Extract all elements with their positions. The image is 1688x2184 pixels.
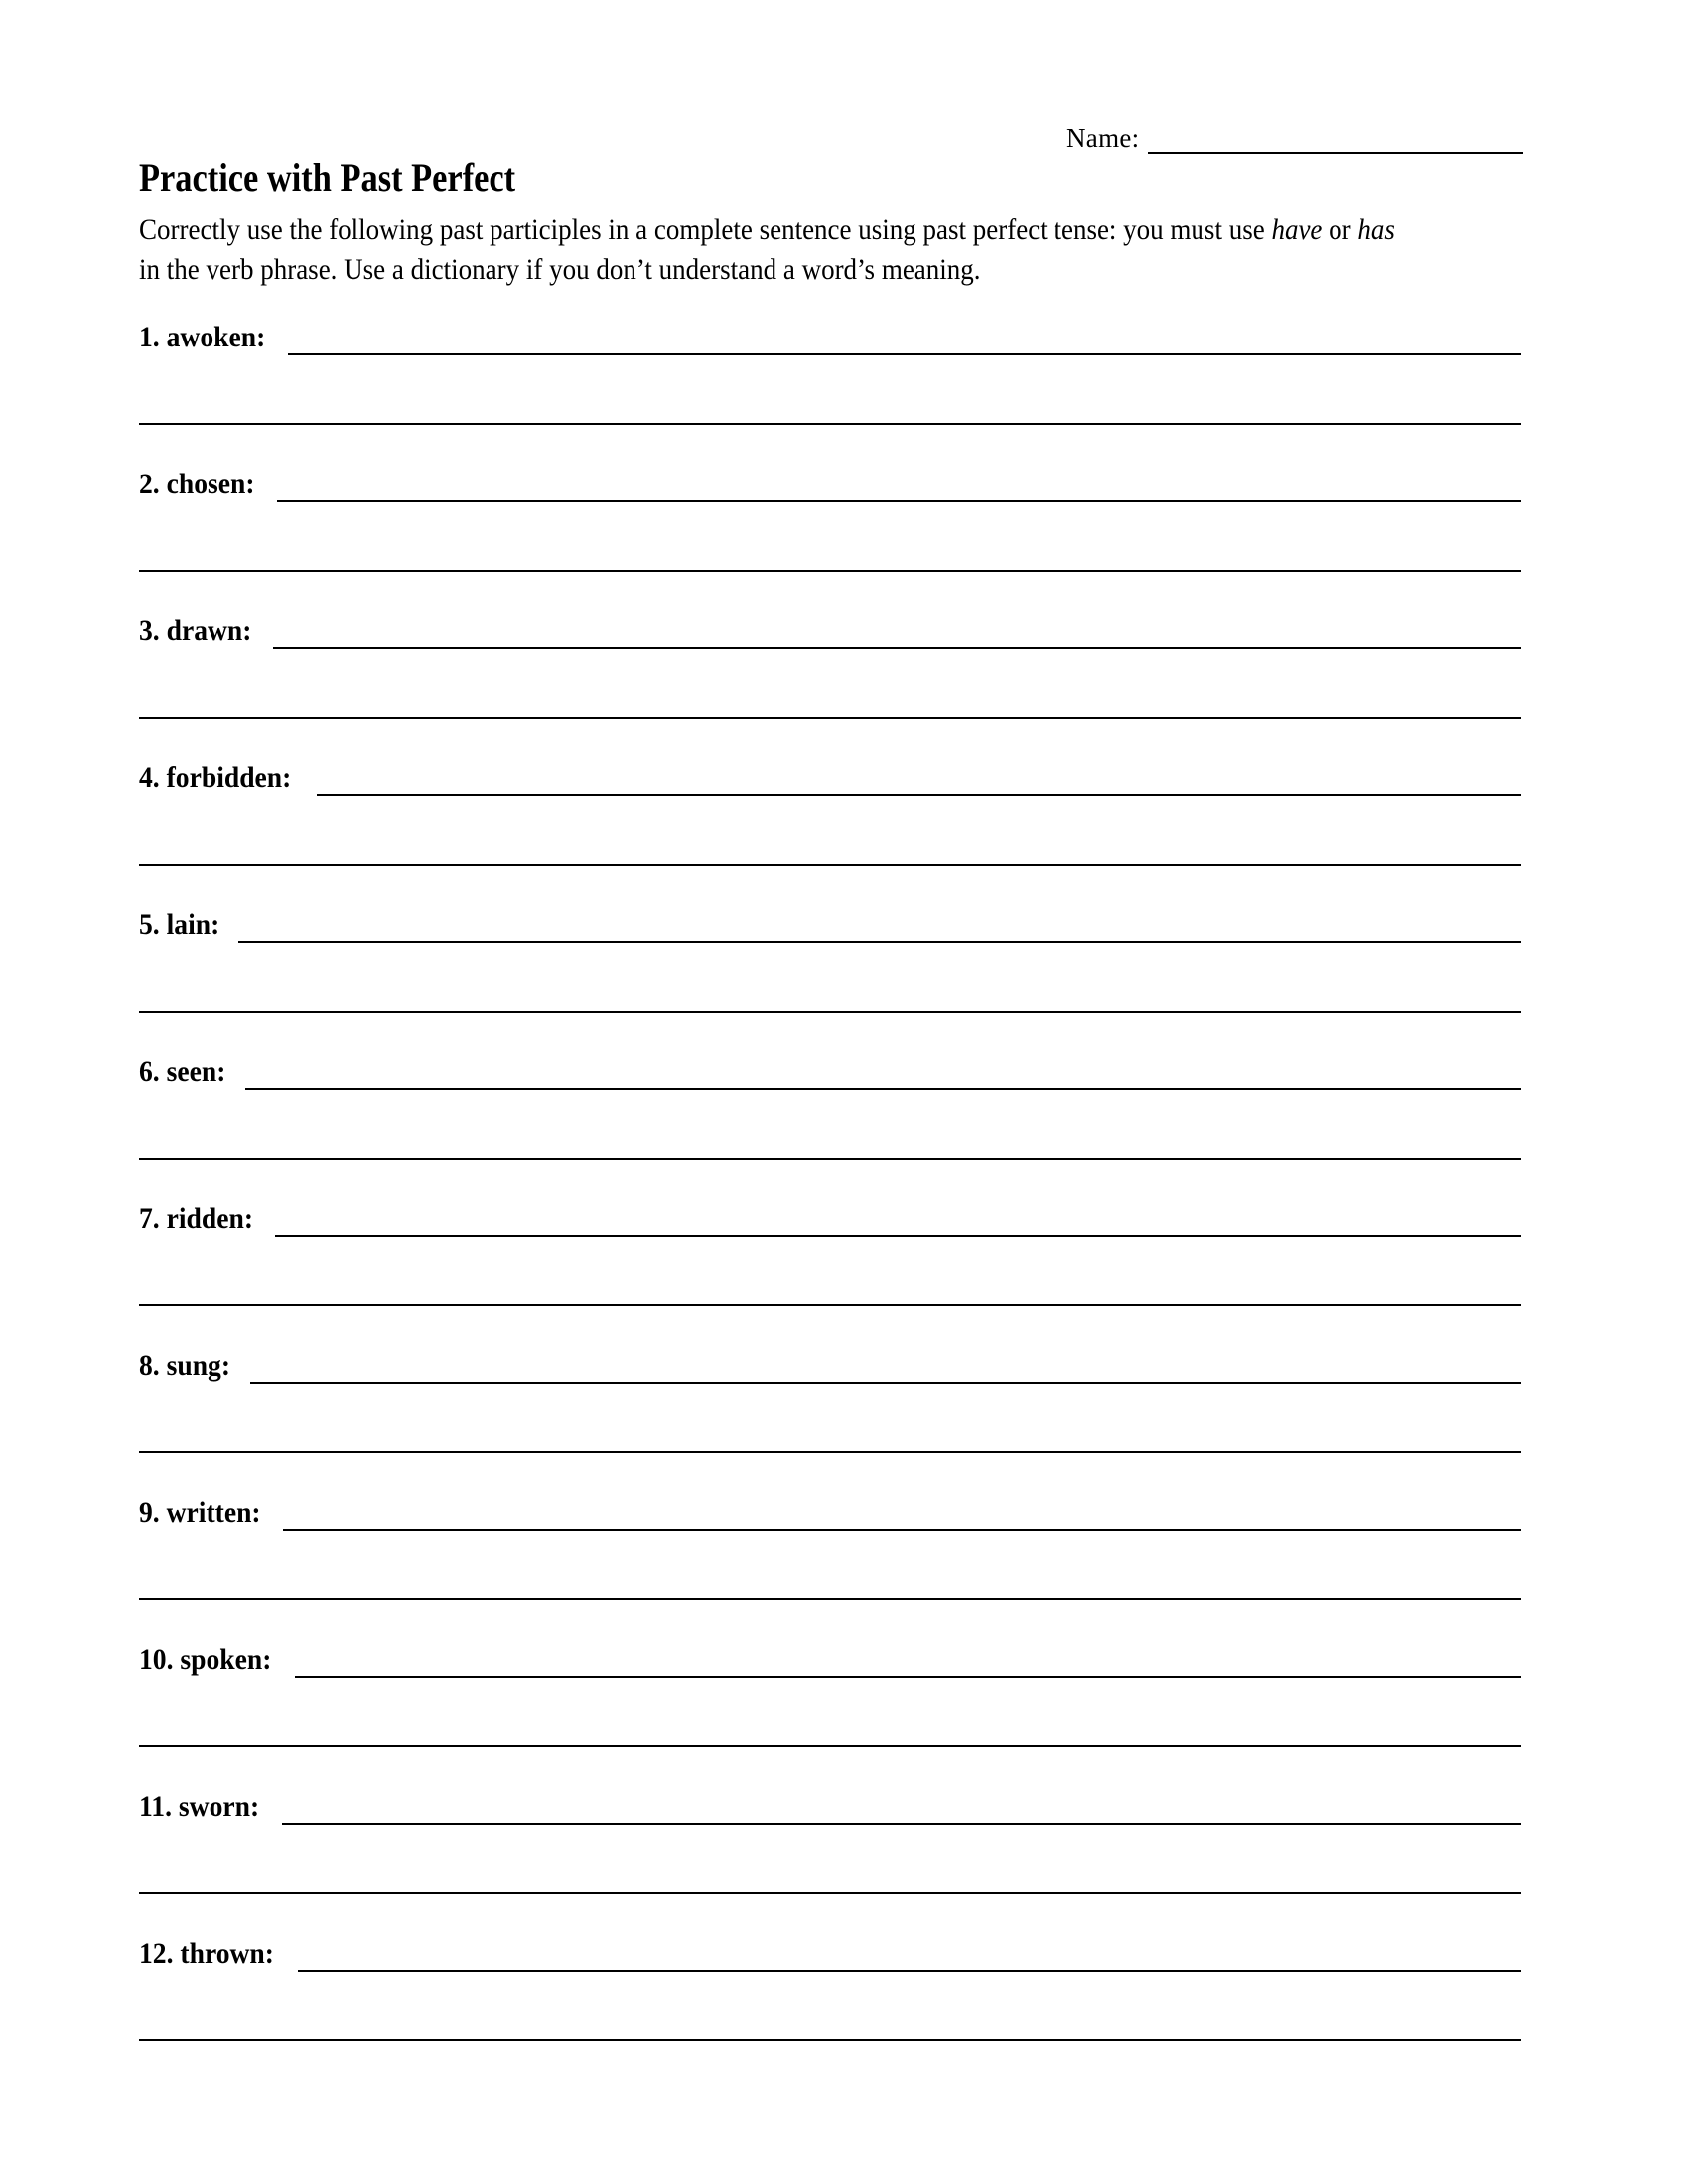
list-item xyxy=(139,1050,1521,1197)
item-label xyxy=(139,1498,261,1531)
item-label xyxy=(139,1792,259,1825)
list-item xyxy=(139,1785,1521,1932)
answer-line-2[interactable] xyxy=(139,1304,1521,1306)
answer-line-1[interactable] xyxy=(250,1360,1521,1384)
item-number: 12. xyxy=(139,1937,174,1970)
answer-line-2[interactable] xyxy=(139,1745,1521,1747)
item-number: 3. xyxy=(139,614,160,647)
list-item xyxy=(139,1638,1521,1785)
item-header xyxy=(139,903,1521,943)
answer-line-1[interactable] xyxy=(282,1801,1521,1825)
list-item xyxy=(139,1932,1521,2079)
item-word: thrown: xyxy=(180,1937,274,1970)
item-label xyxy=(139,616,251,649)
item-number: 10. xyxy=(139,1643,174,1676)
item-word: ridden: xyxy=(166,1202,254,1235)
list-item xyxy=(139,903,1521,1050)
item-word: chosen: xyxy=(166,468,255,500)
item-number: 2. xyxy=(139,468,160,500)
list-item xyxy=(139,1344,1521,1491)
item-number: 5. xyxy=(139,908,160,941)
instructions-text-b: or xyxy=(1322,213,1358,246)
item-header xyxy=(139,756,1521,796)
list-item xyxy=(139,463,1521,610)
item-word: seen: xyxy=(166,1055,226,1088)
answer-line-1[interactable] xyxy=(283,1507,1521,1531)
answer-line-1[interactable] xyxy=(273,625,1521,649)
answer-line-2[interactable] xyxy=(139,1158,1521,1160)
name-label: Name: xyxy=(1066,123,1140,153)
item-header xyxy=(139,610,1521,649)
list-item xyxy=(139,316,1521,463)
list-item xyxy=(139,756,1521,903)
item-header xyxy=(139,1197,1521,1237)
item-number: 9. xyxy=(139,1496,160,1529)
answer-line-2[interactable] xyxy=(139,1598,1521,1600)
item-word: sung: xyxy=(166,1349,231,1382)
list-item xyxy=(139,610,1521,756)
answer-line-2[interactable] xyxy=(139,864,1521,866)
answer-line-2[interactable] xyxy=(139,1451,1521,1453)
item-header xyxy=(139,1050,1521,1090)
item-number: 6. xyxy=(139,1055,160,1088)
list-item xyxy=(139,1491,1521,1638)
item-word: spoken: xyxy=(180,1643,272,1676)
item-number: 8. xyxy=(139,1349,160,1382)
item-label xyxy=(139,763,291,796)
item-number: 1. xyxy=(139,321,160,353)
answer-line-2[interactable] xyxy=(139,423,1521,425)
list-item xyxy=(139,1197,1521,1344)
item-word: awoken: xyxy=(166,321,266,353)
instructions-text-a: Correctly use the following past participles in a complete sentence using past perfect tense: you must use xyxy=(139,213,1272,246)
answer-line-2[interactable] xyxy=(139,1011,1521,1013)
answer-line-1[interactable] xyxy=(295,1654,1521,1678)
answer-line-1[interactable] xyxy=(245,1066,1521,1090)
item-header xyxy=(139,316,1521,355)
answer-line-1[interactable] xyxy=(238,919,1521,943)
item-number: 7. xyxy=(139,1202,160,1235)
page-title: Practice with Past Perfect xyxy=(139,155,516,200)
item-word: lain: xyxy=(166,908,220,941)
item-label xyxy=(139,323,265,355)
item-header xyxy=(139,463,1521,502)
item-header xyxy=(139,1344,1521,1384)
item-label xyxy=(139,1351,230,1384)
answer-line-1[interactable] xyxy=(317,772,1521,796)
item-label xyxy=(139,1057,225,1090)
answer-line-2[interactable] xyxy=(139,570,1521,572)
answer-line-2[interactable] xyxy=(139,717,1521,719)
answer-line-1[interactable] xyxy=(288,332,1521,355)
item-word: sworn: xyxy=(178,1790,260,1823)
practice-items-list xyxy=(139,316,1521,2079)
item-header xyxy=(139,1785,1521,1825)
item-number: 4. xyxy=(139,761,160,794)
answer-line-2[interactable] xyxy=(139,1892,1521,1894)
answer-line-2[interactable] xyxy=(139,2039,1521,2041)
item-label xyxy=(139,1645,271,1678)
answer-line-1[interactable] xyxy=(277,478,1521,502)
item-label xyxy=(139,470,255,502)
name-field-row xyxy=(1066,125,1523,154)
item-label xyxy=(139,910,219,943)
item-header xyxy=(139,1638,1521,1678)
item-word: drawn: xyxy=(166,614,252,647)
instructions-text-c: in the verb phrase. Use a dictionary if you don’t understand a word’s meaning. xyxy=(139,252,981,286)
name-write-in-line[interactable] xyxy=(1148,132,1523,154)
instructions-emphasis-have: have xyxy=(1271,213,1323,246)
item-word: written: xyxy=(166,1496,261,1529)
item-word: forbidden: xyxy=(166,761,292,794)
item-label xyxy=(139,1204,253,1237)
instructions-paragraph xyxy=(139,210,1399,289)
item-header xyxy=(139,1932,1521,1972)
item-number: 11. xyxy=(139,1790,172,1823)
instructions-emphasis-has: has xyxy=(1357,213,1395,246)
answer-line-1[interactable] xyxy=(298,1948,1521,1972)
item-header xyxy=(139,1491,1521,1531)
item-label xyxy=(139,1939,274,1972)
answer-line-1[interactable] xyxy=(275,1213,1521,1237)
